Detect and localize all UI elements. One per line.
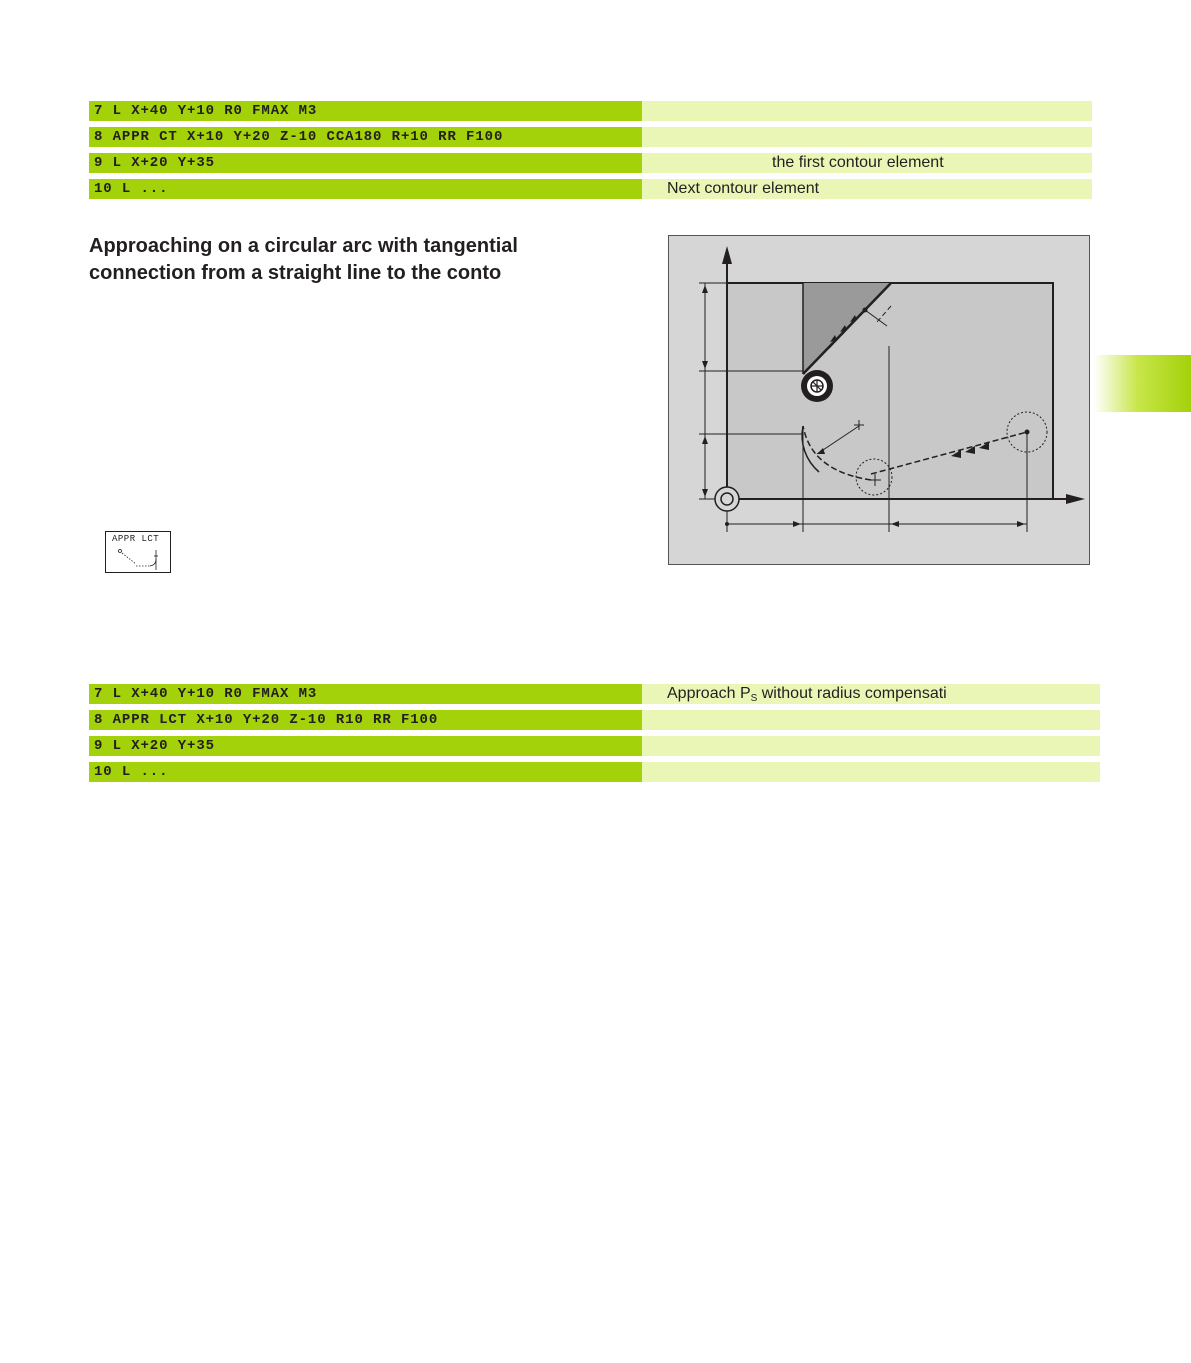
nc-comment-cell: [642, 762, 1100, 782]
appr-lct-softkey-icon: [106, 532, 172, 574]
nc-code-cell: 10 L ...: [89, 762, 642, 782]
nc-code-cell: 9 L X+20 Y+35: [89, 736, 642, 756]
nc-code-cell: 7 L X+40 Y+10 R0 FMAX M3: [89, 684, 642, 704]
nc-comment-cell: [642, 736, 1100, 756]
nc-code-cell: 8 APPR LCT X+10 Y+20 Z-10 R10 RR F100: [89, 710, 642, 730]
comment-text: without radius compensati: [757, 685, 947, 702]
nc-comment-cell: [642, 710, 1100, 730]
softkey-label: APPR LCT: [112, 534, 160, 544]
heading-line: Approaching on a circular arc with tangential: [89, 235, 518, 257]
y-axis-arrow: [722, 246, 732, 264]
nc-comment-cell: [642, 127, 1092, 147]
chapter-side-tab: [1094, 355, 1191, 412]
approach-diagram: [668, 235, 1090, 565]
datum-icon: [715, 487, 739, 511]
nc-code-cell: 9 L X+20 Y+35: [89, 153, 642, 173]
x-axis-arrow: [1066, 494, 1085, 504]
nc-comment-cell: Next contour element: [642, 179, 1092, 199]
workpiece-rectangle: [727, 283, 1053, 499]
approach-diagram-drawing: [669, 236, 1091, 566]
nc-comment-cell: [642, 684, 1100, 704]
comment-subscript: S: [750, 693, 758, 704]
nc-code-cell: 7 L X+40 Y+10 R0 FMAX M3: [89, 101, 642, 121]
heading-line: connection from a straight line to the conto: [89, 262, 502, 284]
nc-code-cell: 8 APPR CT X+10 Y+20 Z-10 CCA180 R+10 RR F100: [89, 127, 642, 147]
section-heading: [89, 233, 589, 287]
comment-text: Approach P: [667, 685, 751, 702]
nc-code-cell: 10 L ...: [89, 179, 642, 199]
nc-comment-cell: the first contour element: [642, 153, 1092, 173]
nc-comment-cell: [642, 101, 1092, 121]
appr-lct-softkey: [105, 531, 171, 573]
